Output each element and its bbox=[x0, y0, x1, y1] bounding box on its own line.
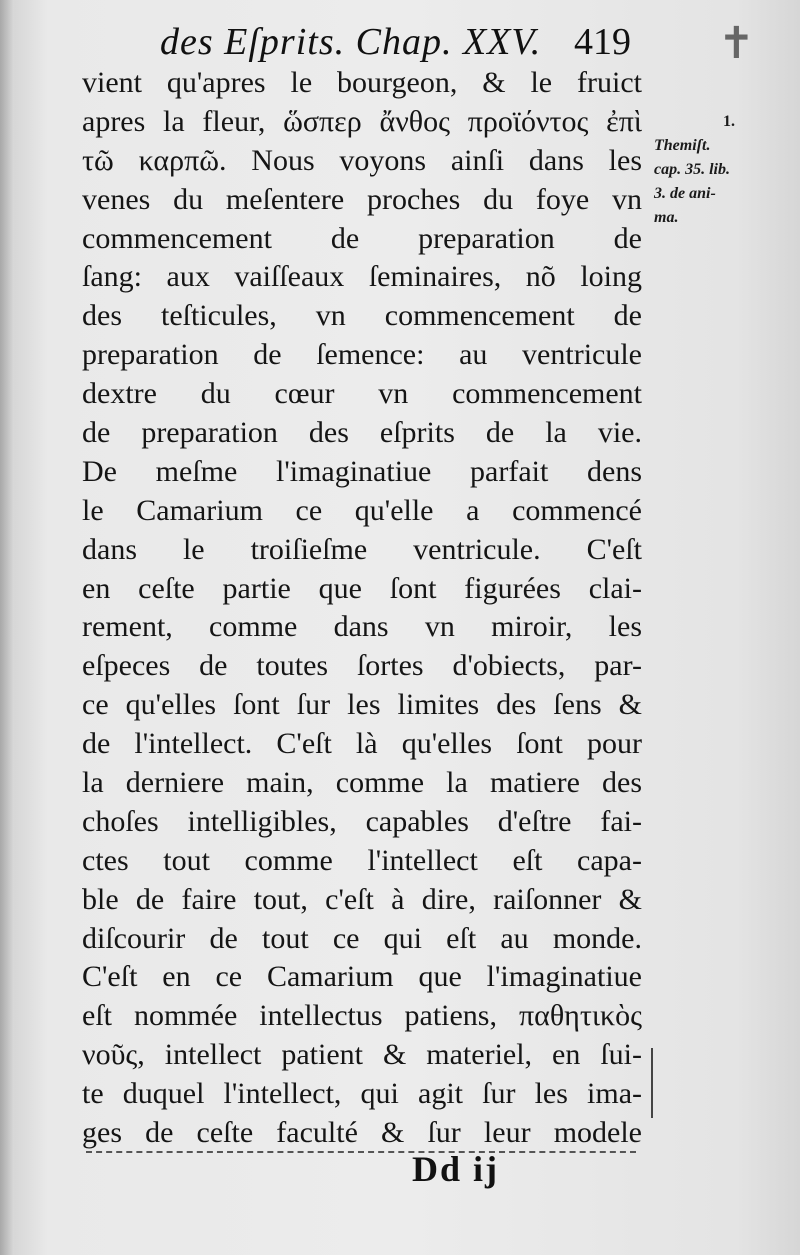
margin-note-line: ma. bbox=[654, 209, 679, 226]
margin-note-number: 1. bbox=[723, 113, 735, 130]
margin-note-line: Themiſt. bbox=[654, 137, 711, 154]
text-line: de l'intellect. C'eſt là qu'elles ſont pour bbox=[82, 727, 642, 761]
text-line: le Camarium ce qu'elle a commencé bbox=[82, 493, 642, 527]
text-line: vient qu'apres le bourgeon, & le fruict bbox=[82, 66, 642, 99]
text-line: venes du meſentere proches du foye vn bbox=[82, 182, 642, 216]
running-head: des Eſprits. Chap. XXV. bbox=[160, 21, 542, 63]
signature-mark: Dd ij bbox=[412, 1149, 500, 1189]
text-line: ce qu'elles ſont ſur les limites des ſens & bbox=[82, 688, 642, 722]
text-line: apres la fleur, ὥσπερ ἄνθος προϊόντος ἐπὶ bbox=[82, 104, 642, 138]
text-line: de preparation des eſprits de la vie. bbox=[82, 416, 642, 450]
text-line: ctes tout comme l'intellect eſt capa- bbox=[82, 843, 642, 877]
margin-note-line: cap. 35. lib. bbox=[654, 161, 730, 178]
margin-rule bbox=[651, 1048, 653, 1118]
text-line: diſcourir de tout ce qui eſt au monde. bbox=[82, 921, 642, 955]
text-line: eſt nommée intellectus patiens, παθητικὸς bbox=[82, 999, 642, 1033]
text-line: C'eſt en ce Camarium que l'imaginatiue bbox=[82, 960, 642, 994]
margin-note-line: 3. de ani- bbox=[654, 185, 716, 202]
text-line: τῶ καρπῶ. Nous voyons ainſi dans les bbox=[82, 143, 642, 177]
text-line: commencement de preparation de bbox=[82, 221, 642, 255]
text-line: te duquel l'intellect, qui agit ſur les ima- bbox=[82, 1077, 642, 1111]
text-line: la derniere main, comme la matiere des bbox=[82, 766, 642, 800]
text-line: νοῦς, intellect patient & materiel, en ſui- bbox=[82, 1038, 642, 1072]
page-gutter-shadow bbox=[0, 0, 14, 1255]
text-line: ſang: aux vaiſſeaux ſeminaires, nõ loing bbox=[82, 260, 642, 294]
text-line: eſpeces de toutes ſortes d'obiects, par- bbox=[82, 649, 642, 683]
margin-note bbox=[654, 110, 764, 230]
text-line: ges de ceſte faculté & ſur leur modele bbox=[82, 1116, 642, 1150]
page-number: 419 bbox=[574, 21, 631, 63]
body-text bbox=[82, 64, 642, 1153]
text-line: choſes intelligibles, capables d'eſtre fai- bbox=[82, 804, 642, 838]
text-line: en ceſte partie que ſont figurées clai- bbox=[82, 571, 642, 605]
text-line: preparation de ſemence: au ventricule bbox=[82, 338, 642, 372]
cross-mark-icon: ✝ bbox=[718, 18, 755, 69]
text-line: rement, comme dans vn miroir, les bbox=[82, 610, 642, 644]
text-line: ble de faire tout, c'eſt à dire, raiſonner & bbox=[82, 882, 642, 916]
text-line: des teſticules, vn commencement de bbox=[82, 299, 642, 333]
text-line: dextre du cœur vn commencement bbox=[82, 377, 642, 411]
bottom-dashed-rule bbox=[86, 1151, 636, 1153]
text-line: dans le troiſieſme ventricule. C'eſt bbox=[82, 532, 642, 566]
text-line: De meſme l'imaginatiue parfait dens bbox=[82, 454, 642, 488]
